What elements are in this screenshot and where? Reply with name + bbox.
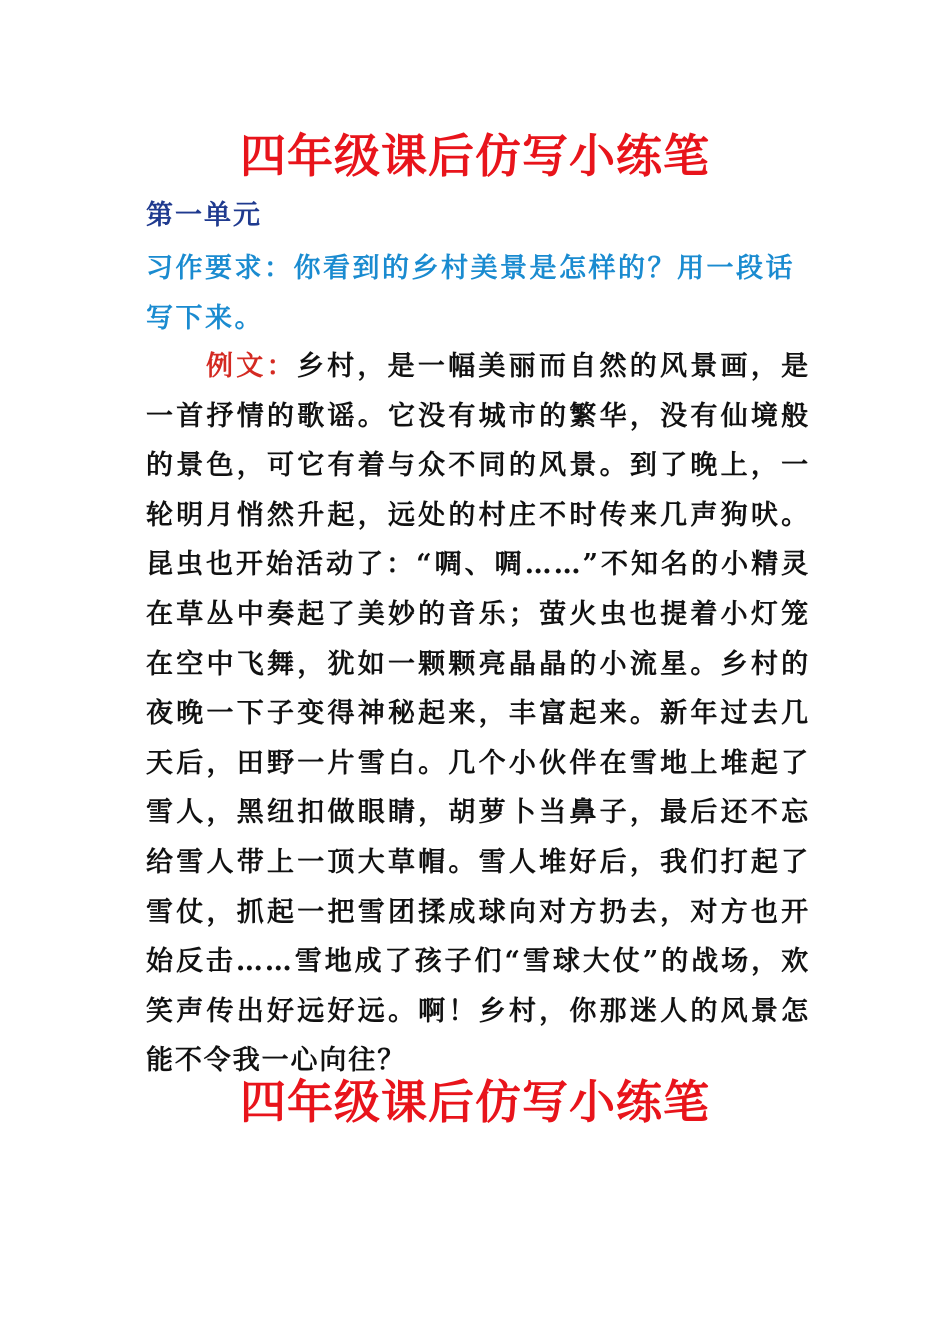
writing-requirement: 习作要求：你看到的乡村美景是怎样的？用一段话写下来。	[146, 253, 795, 334]
example-label: 例文：	[206, 351, 297, 382]
example-text: 乡村，是一幅美丽而自然的风景画，是一首抒情的歌谣。它没有城市的繁华，没有仙境般的景色，可它有着与众不同的风景。到了晚上，一轮明月悄然升起，远处的村庄不时传来几声狗吠。昆虫也开始活动了：“啁、啁……”不知名的小精灵在草丛中奏起了美妙的音乐；萤火虫也提着小灯笼在空中飞舞，犹如一颗颗亮晶晶的小流星。乡村的夜晚一下子变得神秘起来，丰富起来。新年过去几天后，田野一片雪白。几个小伙伴在雪地上堆起了雪人，黑纽扣做眼睛，胡萝卜当鼻子，最后还不忘给雪人带上一顶大草帽。雪人堆好后，我们打起了雪仗，抓起一把雪团揉成球向对方扔去，对方也开始反击……雪地成了孩子们“雪球大仗”的战场，欢笑声传出好远好远。啊！乡村，你那迷人的风景怎能不令我一心向往？	[146, 351, 810, 1077]
repeated-page-title: 四年级课后仿写小练笔	[240, 1075, 710, 1129]
page-title: 四年级课后仿写小练笔	[240, 129, 710, 183]
example-essay	[146, 342, 810, 1086]
unit-heading: 第一单元	[146, 200, 262, 231]
